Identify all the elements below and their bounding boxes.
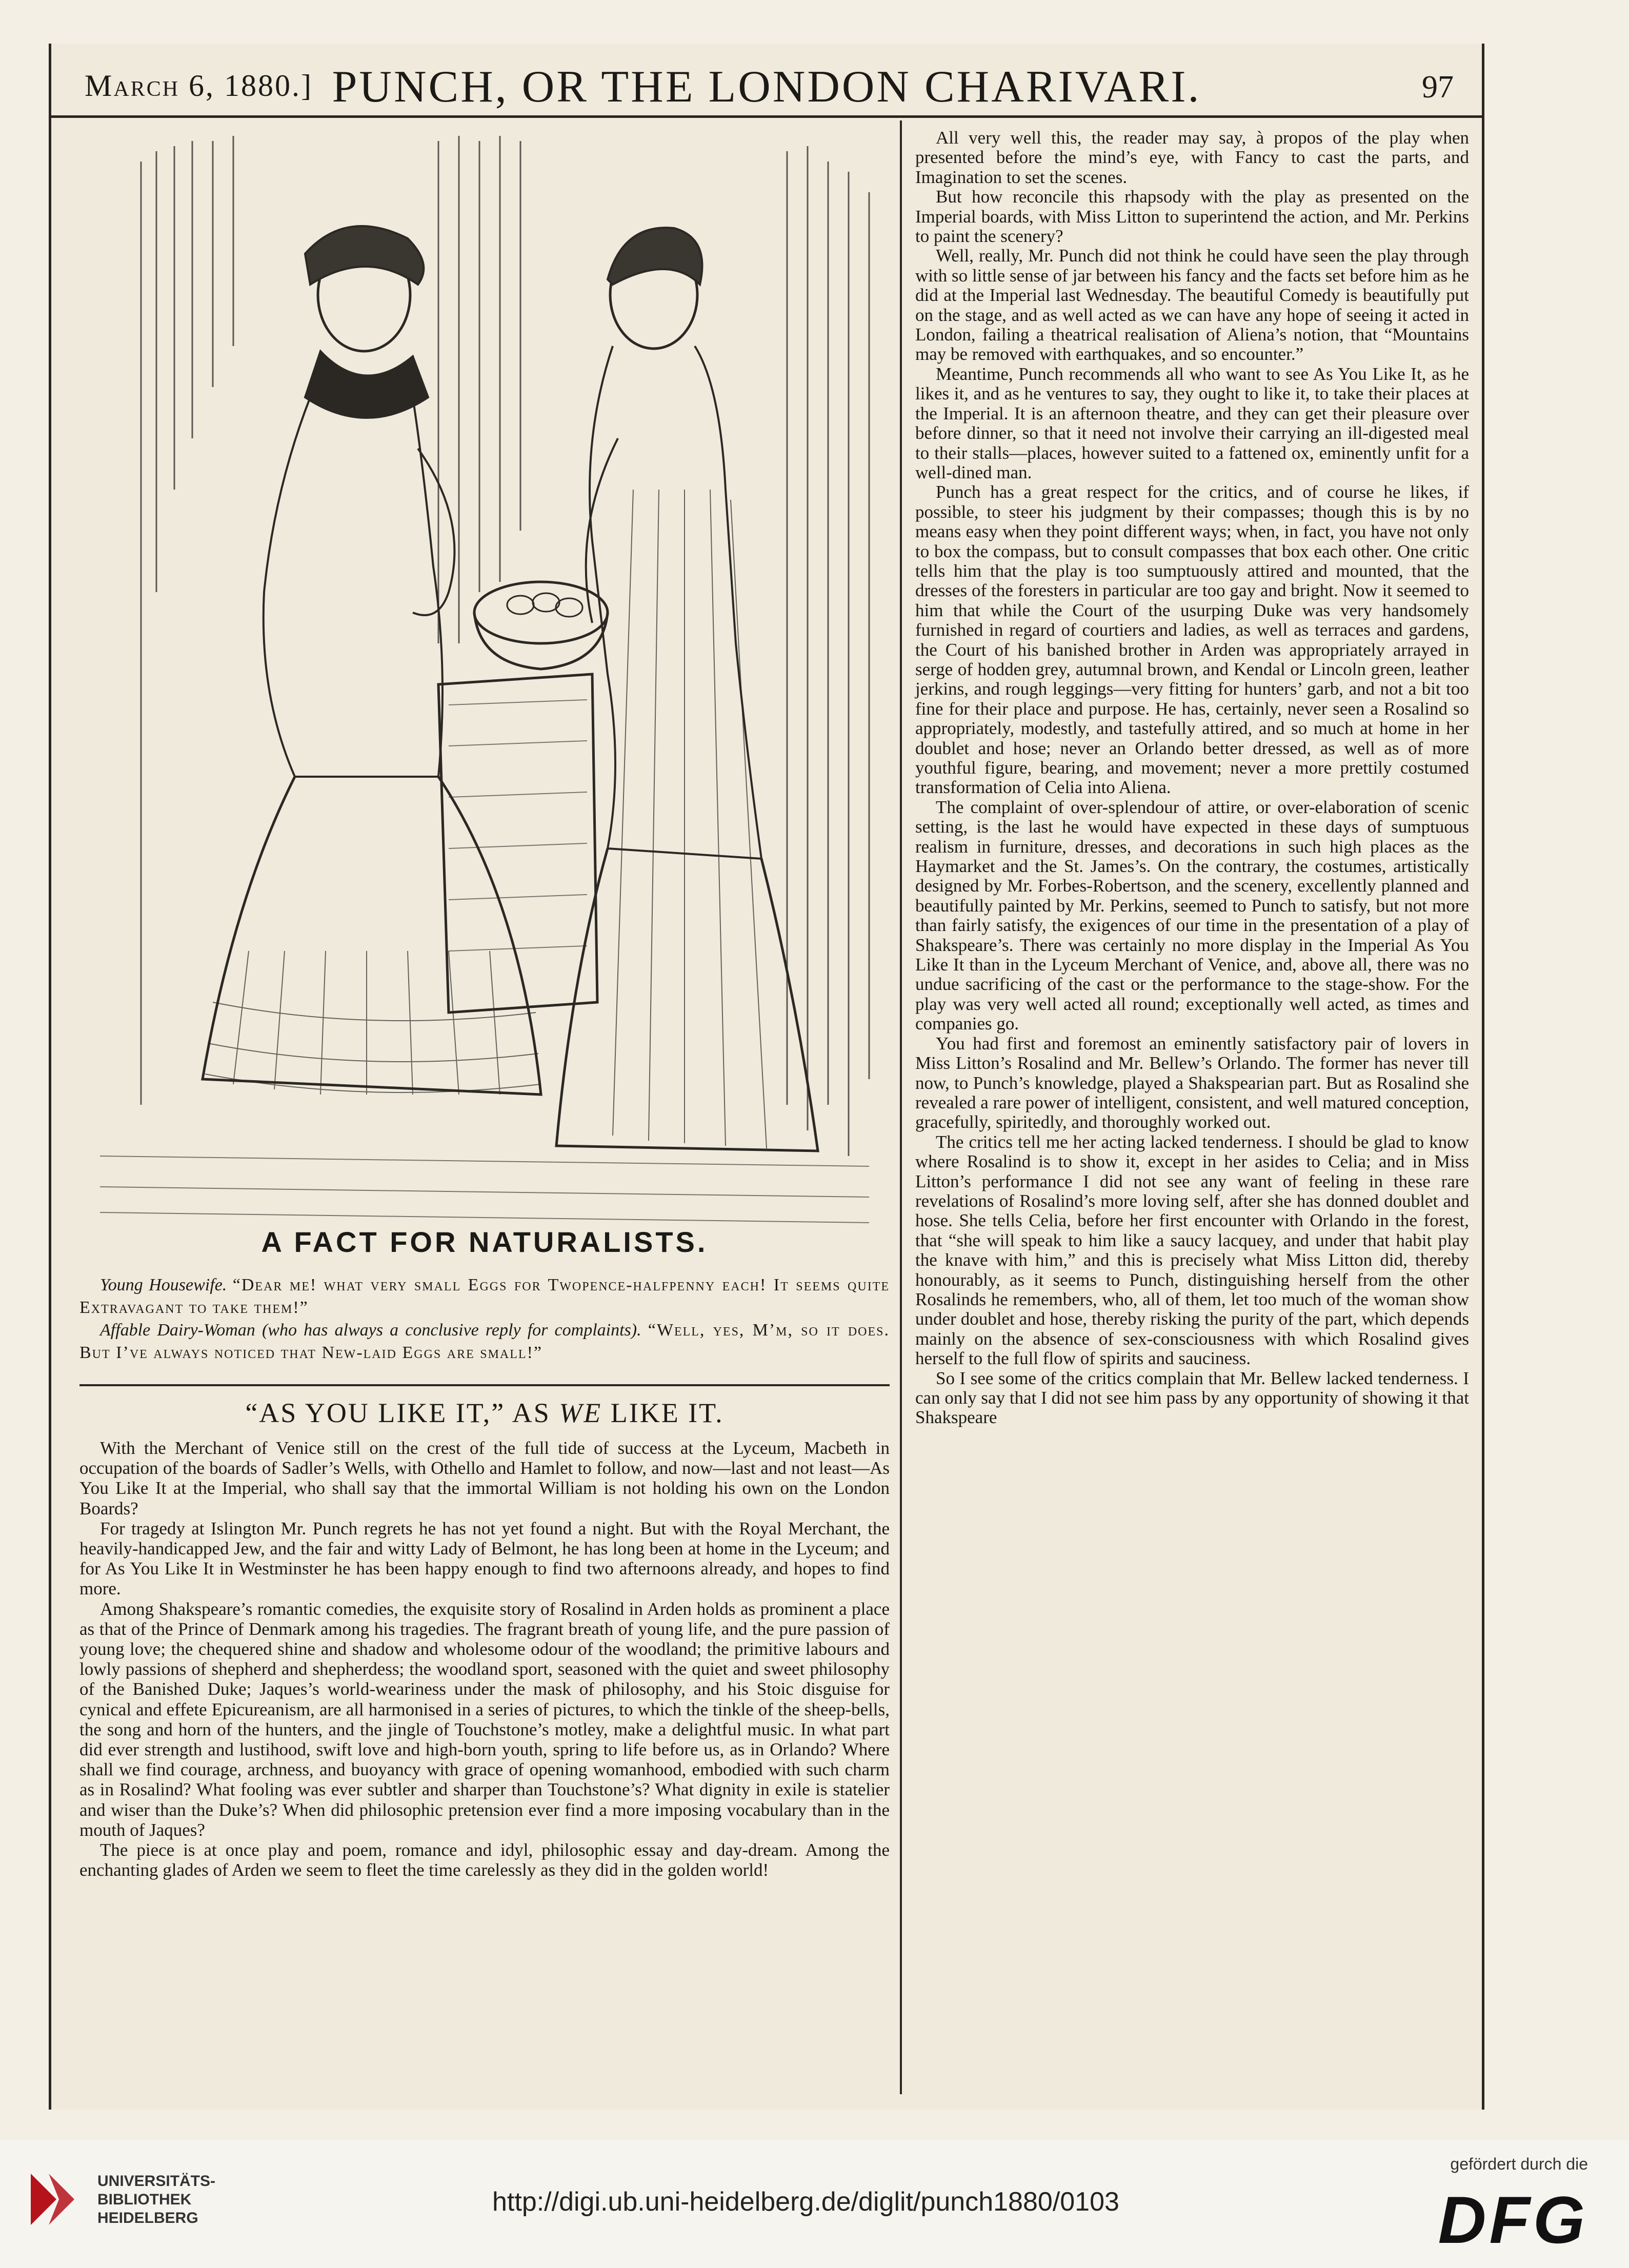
issue-date: March 6, 1880.] bbox=[85, 69, 313, 103]
column-paragraph: The critics tell me her acting lacked tenderness. I should be glad to know where Rosalind is to show it, except in her asides to Celia; and in Miss Litton’s performance I did not see any want of feeling in these rare revelations of Rosalind’s more loving self, after she has donned doublet and hose. She tells Celia, before her first encounter with Orlando in the forest, that “she will speak to him like a saucy lacquey, and under that habit play the knave with him,” and this is precisely what Miss Litton did, thereby honourably, as it seems to Punch, distinguishing herself from the other Rosalinds he remembers, who, all of them, let too much of the woman show under doublet and hose, thereby risking the purity of the part, which depends mainly on the absence of sex-consciousness with which Rosalind gives herself to the full flow of spirits and sauciness. bbox=[915, 1131, 1469, 1369]
column-paragraph: Meantime, Punch recommends all who want to see As You Like It, as he likes it, and as he ventures to say, they ought to like it, to take their places at the Imperial. It is an afternoon theatre, and they can get their pleasure over before dinner, so that it need not involve their carrying an ill-digested meal to their stalls—places, however suited to a fattened ox, eminently unfit for a well-dined man. bbox=[915, 363, 1469, 482]
column-paragraph: You had first and foremost an eminently satisfactory pair of lovers in Miss Litton’s Rosalind and Mr. Bellew’s Orlando. The former has never till now, to Punch’s knowledge, played a Shakspearian part. But as Rosalind she revealed a rare power of intelligent, consistent, and well matured conception, gracefully, spiritedly, and thoroughly worked out. bbox=[915, 1033, 1469, 1132]
university-library-logo-icon bbox=[26, 2169, 87, 2230]
library-name-line2: BIBLIOTHEK bbox=[97, 2191, 192, 2208]
stage-direction: (who has always a conclusive reply for complaints). bbox=[262, 1321, 641, 1340]
speaker-housewife: Young Housewife. bbox=[100, 1275, 227, 1294]
digitization-footer bbox=[0, 2140, 1629, 2268]
column-paragraph: But how reconcile this rhapsody with the play as presented on the Imperial boards, with Miss Litton to superintend the action, and Mr. Perkins to paint the scenery? bbox=[915, 187, 1469, 247]
speaker-dairy-woman: Affable Dairy-Woman bbox=[100, 1321, 255, 1340]
article-body bbox=[79, 1438, 890, 1880]
newspaper-page bbox=[49, 44, 1484, 2110]
column-rule bbox=[900, 120, 902, 2094]
library-name-line3: HEIDELBERG bbox=[97, 2210, 198, 2226]
column-paragraph: So I see some of the critics complain that Mr. Bellew lacked tenderness. I can only say that I did not see him pass by any opportunity of showing it that Shakspeare bbox=[915, 1368, 1469, 1428]
dfg-logo: DFG bbox=[1438, 2182, 1588, 2257]
source-url-link[interactable]: http://digi.ub.uni-heidelberg.de/diglit/punch1880/0103 bbox=[492, 2187, 1119, 2217]
page-frame-left bbox=[49, 44, 51, 2110]
article-paragraph: Among Shakspeare’s romantic comedies, the exquisite story of Rosalind in Arden holds as prominent a place as that of the Prince of Denmark among his tragedies. The fragrant breath of young life, and the pure passion of young love; the chequered shine and shadow and wholesome odour of the woodland; the primitive labours and lowly passions of shepherd and shepherdess; the woodland sport, seasoned with the quiet and sweet philosophy of the Banished Duke; Jaques’s world-weariness under the mask of philosophy, and his Stoic disguise for cynical and effete Epicureanism, are all harmonised in a series of pictures, to which the tinkle of the sheep-bells, the song and horn of the hunters, and the jingle of Touchstone’s motley, make a delightful music. In what part did ever strength and lustihood, swift love and high-born youth, spring to life before us, as in Orlando? Where shall we find courage, archness, and buoyancy with grace of opening womanhood, embodied with such charm as in Rosalind? What fooling was ever subtler and sharper than Touchstone’s? What dignity in exile is statelier and wiser than the Duke’s? When did philosophic pretension ever find a more imposing vocabulary than in the mouth of Jaques? bbox=[79, 1598, 890, 1840]
column-paragraph: Punch has a great respect for the critics, and of course he likes, if possible, to steer his judgment by their compasses; though this is by no means easy when they point different ways; when, in fact, you have not only to box the compass, but to consult compasses that box each other. One critic tells him that the play is too sumptuously attired and mounted, that the dresses of the foresters in particular are too gay and bright. Now it seemed to him that while the Court of the usurping Duke was very handsomely furnished in regard of courtiers and ladies, as well as terraces and gardens, the Court of his banished brother in Arden was appropriately arrayed in serge of hodden grey, autumnal brown, and Kendal or Lincoln green, leather jerkins, and rough leggings—very fitting for hunters’ garb, and not a bit too fine for their place and purpose. He has, certainly, never seen a Rosalind so appropriately, modestly, and tastefully attired, and so much at home in her doublet and hose; never an Orlando better dressed, as well as of more youthful figure, bearing, and movement; never a more prettily costumed transformation of Celia into Aliena. bbox=[915, 482, 1469, 798]
funded-by-label: gefördert durch die bbox=[1450, 2155, 1588, 2173]
article-paragraph: With the Merchant of Venice still on the crest of the full tide of success at the Lyceum, Macbeth in occupation of the boards of Sadler’s Wells, with Othello and Hamlet to follow, and now—last and not least—As You Like It at the Imperial, who shall say that the immortal William is not holding his own on the London Boards? bbox=[79, 1438, 890, 1518]
article-title-we: WE bbox=[559, 1398, 602, 1428]
column-paragraph: Well, really, Mr. Punch did not think he could have seen the play through with so little sense of jar between his fancy and the facts set before him as he did at the Imperial last Wednesday. The beautiful Comedy is beautifully put on the stage, and as well acted as we can have any hope of seeing it acted in London, failing a theatrical realisation of Aliena’s notion, that “Mountains may be removed with earthquakes, and so encounter.” bbox=[915, 246, 1469, 364]
library-name bbox=[97, 2172, 215, 2228]
article-paragraph: For tragedy at Islington Mr. Punch regrets he has not yet found a night. But with the Royal Merchant, the heavily-handicapped Jew, and the fair and witty Lady of Belmont, he has long been at home in the Lyceum; and for As You Like It in Westminster he has been happy enough to find two afternoons already, and hopes to find more. bbox=[79, 1518, 890, 1599]
page-number: 97 bbox=[1422, 70, 1454, 105]
cartoon-caption bbox=[79, 1274, 890, 1364]
library-name-line1: UNIVERSITÄTS- bbox=[97, 2173, 216, 2190]
housewife-line: “Dear me! what very small Eggs for Twopence-halfpenny each! It seems quite Extravagant to take them!” bbox=[79, 1275, 890, 1317]
cartoon-title: A FACT FOR NATURALISTS. bbox=[261, 1226, 708, 1258]
page-header bbox=[49, 44, 1484, 118]
cartoon-illustration bbox=[79, 131, 890, 1228]
page-frame-right bbox=[1482, 44, 1484, 2110]
dairy-woman-line: “Well, yes, M’m, so it does. But I’ve always noticed that New-laid Eggs are small!” bbox=[79, 1321, 890, 1362]
column-paragraph: All very well this, the reader may say, à propos of the play when presented before the mind’s eye, with Fancy to cast the parts, and Imagination to set the scenes. bbox=[915, 128, 1469, 187]
article-paragraph: The piece is at once play and poem, romance and idyl, philosophic essay and day-dream. Among the enchanting glades of Arden we seem to fleet the time carelessly as they did in the golden world! bbox=[79, 1840, 890, 1880]
article-title bbox=[79, 1397, 890, 1429]
column-paragraph: The complaint of over-splendour of attire, or over-elaboration of scenic setting, is the last he would have expected in these days of sumptuous realism in furniture, dresses, and decorations in such high places as the Haymarket and the St. James’s. On the contrary, the costumes, artistically designed by Mr. Forbes-Robertson, and the scenery, excellently planned and beautifully painted by Mr. Perkins, seemed to Punch to satisfy, but not more than fairly satisfy, the exigences of our time in the presentation of a play of Shakspeare’s. There was certainly no more display in the Imperial As You Like It than in the Lyceum Merchant of Venice, and, above all, there was no undue sacrificing of the cast or the performance to the stage-show. For the play was very well acted all round; exceptionally well acted, as times and companies go. bbox=[915, 797, 1469, 1034]
right-column bbox=[915, 128, 1469, 1428]
publication-title: PUNCH, OR THE LONDON CHARIVARI. bbox=[332, 62, 1201, 112]
article-title-part1: “AS YOU LIKE IT,” AS bbox=[245, 1398, 559, 1428]
section-divider bbox=[79, 1384, 890, 1386]
article-title-part2: LIKE IT. bbox=[602, 1398, 724, 1428]
